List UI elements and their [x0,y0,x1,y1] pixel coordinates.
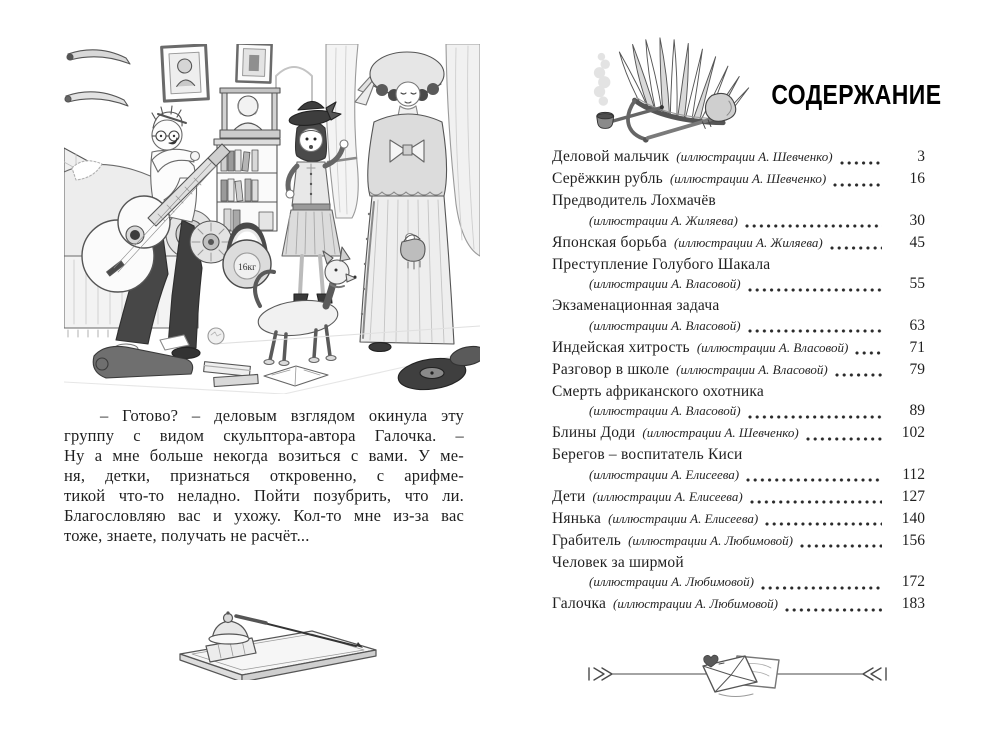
toc-page-number: 16 [909,170,925,187]
toc-entry-title: Экзаменационная задача [552,297,720,314]
toc-entry-title: Японская борьба [552,233,667,251]
toc-illustrator-note: (иллюстрации А. Любимовой) [613,596,778,611]
toc-page-number: 112 [902,465,925,483]
toc-dot-leader [785,600,882,614]
toc-dot-leader [833,175,882,189]
paragraph-line: тоже, знаете, получать не расчёт... [64,526,310,545]
toc-page-number: 89 [909,402,925,419]
paragraph-line: Ну а мне больше некогда возиться с вами. У ме- [64,446,464,465]
toc-entry [552,338,925,358]
toc-entry-title: Смерть африканского охотника [552,382,764,400]
toc-entry [552,423,925,443]
toc-page-number: 102 [901,424,925,441]
toc-illustrator-note: (иллюстрации А. Елисеева) [608,510,759,526]
left-chevrons-icon [594,668,612,680]
bust-on-press [220,88,280,138]
toc-entry-title: Берегов – воспитатель Киси [552,446,743,463]
toc-entry [552,382,925,421]
toc-entry [552,594,925,614]
toc-dot-leader [855,343,882,357]
toc-entry-title: Серёжкин рубль [552,170,663,187]
toc-dot-leader [800,536,882,550]
toc-illustrator-note: (иллюстрации А. Жиляева) [589,212,738,228]
right-page [552,35,941,616]
right-chevrons-icon [863,668,881,680]
toc-illustrator-note: (иллюстрации А. Любимовой) [589,574,754,589]
toc-illustrator-note: (иллюстрации А. Власовой) [589,403,741,418]
toc-entry-title: Нянька [552,509,602,527]
toc-page-number: 156 [901,531,925,549]
woman [355,52,454,352]
toc-entry-title: Предводитель Лохмачёв [552,192,716,209]
toc-illustrator-note: (иллюстрации А. Власовой) [696,339,849,355]
contents-header [552,35,941,147]
story-illustration [64,44,480,394]
toc-page-number: 127 [901,487,925,505]
toc-entry [552,233,925,253]
toc-entry-title: Дети [552,487,586,505]
toc-entry [552,360,925,380]
toc-page-number: 79 [909,360,925,378]
toc-entry [552,487,925,507]
kettlebell-weight-label: 16кг [237,263,257,273]
headdress-ornament [586,35,766,153]
left-page [64,44,480,680]
toc-illustrator-note: (иллюстрации А. Любимовой) [628,532,794,548]
toc-page-number: 63 [909,316,925,334]
toc-illustrator-note: (иллюстрации А. Шевченко) [669,171,827,186]
toc-entry [552,169,925,189]
toc-entry-title: Разговор в школе [552,360,670,378]
toc-entry [552,191,925,230]
curtain-middle [326,44,358,218]
smoke-icon [594,53,611,106]
curtain-right [446,44,480,256]
toc-dot-leader [748,280,882,294]
toc-illustrator-note: (иллюстрации А. Шевченко) [676,149,833,164]
wall-sabers [65,50,130,106]
toc-page-number: 140 [901,509,925,527]
toc-page-number: 3 [917,148,925,165]
toc-entry-title: Блины Доди [552,424,636,441]
toc-page-number: 45 [909,233,925,251]
toc-dot-leader [835,365,882,379]
toc-illustrator-note: (иллюстрации А. Елисеева) [592,488,743,504]
toc-entry-title: Индейская хитрость [552,338,690,356]
toc-page-number: 172 [901,573,925,590]
toc-dot-leader [761,578,882,592]
toc-list [552,147,925,614]
paragraph-line: – Готово? – деловым взглядом окинула эту [100,406,464,425]
story-paragraph [64,406,464,546]
toc-entry [552,296,925,335]
toc-page-number: 183 [901,595,925,612]
paragraph-line: тикой что-то неладно. Пойти позубрить, что ли. [64,486,464,505]
paragraph-line: группу с видом скульптора-автора Галочка. – [64,426,464,445]
toc-illustrator-note: (иллюстрации А. Власовой) [676,361,828,377]
toc-entry [552,531,925,551]
toc-entry-title: Человек за ширмой [552,553,684,571]
toc-dot-leader [748,321,882,335]
toc-dot-leader [840,153,882,167]
toc-page-number: 30 [909,211,925,229]
paragraph-line: ня, детки, признаться откровенно, с арифме- [64,466,464,485]
toc-dot-leader [746,470,882,484]
toc-entry [552,255,925,294]
toc-illustrator-note: (иллюстрации А. Жиляева) [673,234,823,250]
wall-portrait-frame [162,45,209,101]
toc-entry [552,553,925,592]
footer-divider-ornament [585,648,890,700]
toc-entry-title: Грабитель [552,531,622,549]
toc-entry-title: Деловой мальчик [552,148,670,165]
toc-entry-title: Преступление Голубого Шакала [552,255,771,273]
contents-title: СОДЕРЖАНИЕ [770,79,941,110]
toc-dot-leader [745,216,882,230]
toc-entry [552,509,925,529]
toc-illustrator-note: (иллюстрации А. Шевченко) [642,425,799,440]
toc-page-number: 71 [909,338,925,356]
toc-page-number: 55 [909,275,925,292]
toc-illustrator-note: (иллюстрации А. Елисеева) [589,466,740,482]
toc-dot-leader [750,492,882,506]
paragraph-line: Благословляю вас и ухожу. Кол-то мне из-за вас [64,506,464,525]
toc-dot-leader [806,429,882,443]
toc-dot-leader [765,514,882,528]
toc-dot-leader [830,238,882,252]
toc-illustrator-note: (иллюстрации А. Власовой) [589,317,741,333]
toc-entry-title: Галочка [552,595,607,612]
toc-illustrator-note: (иллюстрации А. Власовой) [589,276,741,291]
toc-dot-leader [748,407,882,421]
toc-entry [552,445,925,484]
wall-small-frame [236,44,271,83]
inkwell-ornament [170,604,388,680]
